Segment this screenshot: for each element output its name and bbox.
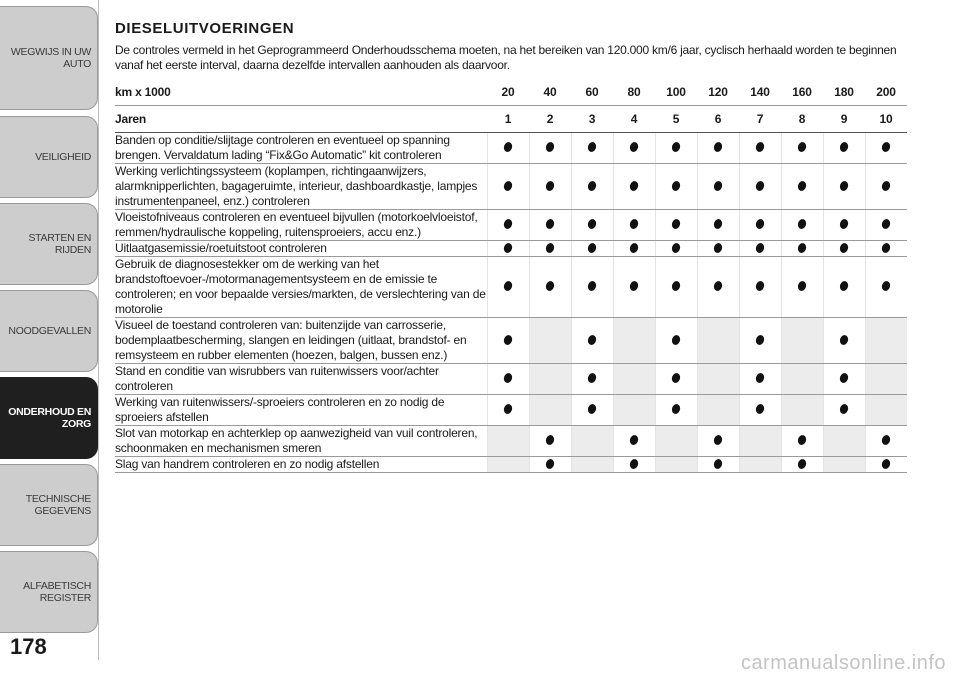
check-dot-icon xyxy=(503,242,514,254)
tab-label: WEGWIJS IN UW AUTO xyxy=(10,46,91,70)
check-cell xyxy=(823,395,865,426)
check-dot-icon xyxy=(713,218,724,230)
check-dot-icon xyxy=(755,242,766,254)
check-cell xyxy=(823,318,865,364)
check-cell xyxy=(487,395,529,426)
empty-cell xyxy=(865,364,907,395)
check-cell xyxy=(529,257,571,318)
table-row xyxy=(115,395,907,426)
check-dot-icon xyxy=(629,218,640,230)
check-dot-icon xyxy=(629,141,640,153)
task-description: Werking van ruitenwissers/-sproeiers controleren en zo nodig de sproeiers afstellen xyxy=(115,395,487,426)
table-row xyxy=(115,241,907,257)
check-dot-icon xyxy=(503,218,514,230)
check-dot-icon xyxy=(545,141,556,153)
task-description: Banden op conditie/slijtage controleren en eventueel op spanning brengen. Vervaldatum lading “Fix&Go Automatic” kit controleren xyxy=(115,133,487,164)
check-cell xyxy=(571,210,613,241)
tab-label: ONDERHOUD EN ZORG xyxy=(8,406,91,430)
check-cell xyxy=(487,364,529,395)
check-dot-icon xyxy=(797,141,808,153)
check-cell xyxy=(739,395,781,426)
km-value: 160 xyxy=(781,79,823,106)
check-dot-icon xyxy=(671,218,682,230)
check-dot-icon xyxy=(545,280,556,292)
check-dot-icon xyxy=(503,180,514,192)
check-dot-icon xyxy=(587,280,598,292)
check-dot-icon xyxy=(503,141,514,153)
page-number: 178 xyxy=(10,634,47,659)
table-row xyxy=(115,133,907,164)
check-cell xyxy=(697,457,739,473)
check-dot-icon xyxy=(671,403,682,415)
check-dot-icon xyxy=(545,434,556,446)
check-dot-icon xyxy=(587,403,598,415)
check-cell xyxy=(739,364,781,395)
year-value: 6 xyxy=(697,106,739,133)
check-cell xyxy=(487,164,529,210)
check-cell xyxy=(739,164,781,210)
check-dot-icon xyxy=(587,218,598,230)
check-dot-icon xyxy=(881,280,892,292)
empty-cell xyxy=(739,426,781,457)
table-row xyxy=(115,257,907,318)
check-dot-icon xyxy=(503,280,514,292)
check-cell xyxy=(487,241,529,257)
task-description: Vloeistofniveaus controleren en eventueel bijvullen (motorkoelvloeistof, remmen/hydraulische koppeling, ruitensproeiers, accu enz.) xyxy=(115,210,487,241)
check-cell xyxy=(781,241,823,257)
tab-wegwijs[interactable] xyxy=(0,6,98,110)
tab-starten-en-rijden[interactable] xyxy=(0,203,98,285)
check-cell xyxy=(781,164,823,210)
check-dot-icon xyxy=(545,218,556,230)
check-cell xyxy=(571,241,613,257)
years-label: Jaren xyxy=(115,106,487,133)
check-dot-icon xyxy=(671,280,682,292)
km-value: 100 xyxy=(655,79,697,106)
empty-cell xyxy=(487,426,529,457)
maintenance-schedule-table xyxy=(115,79,907,473)
years-header-row xyxy=(115,106,907,133)
tab-label: ALFABETISCH REGISTER xyxy=(23,580,91,604)
check-cell xyxy=(655,164,697,210)
check-cell xyxy=(529,241,571,257)
check-cell xyxy=(613,257,655,318)
check-cell xyxy=(655,318,697,364)
check-cell xyxy=(697,210,739,241)
table-row xyxy=(115,364,907,395)
check-cell xyxy=(571,257,613,318)
check-cell xyxy=(529,426,571,457)
empty-cell xyxy=(529,364,571,395)
km-value: 120 xyxy=(697,79,739,106)
check-cell xyxy=(487,210,529,241)
check-cell xyxy=(697,133,739,164)
check-dot-icon xyxy=(797,242,808,254)
km-header-row xyxy=(115,79,907,106)
check-dot-icon xyxy=(755,141,766,153)
check-cell xyxy=(823,241,865,257)
check-cell xyxy=(823,133,865,164)
check-cell xyxy=(655,364,697,395)
check-dot-icon xyxy=(755,334,766,346)
check-dot-icon xyxy=(755,403,766,415)
check-cell xyxy=(865,426,907,457)
check-cell xyxy=(781,426,823,457)
check-dot-icon xyxy=(881,242,892,254)
check-dot-icon xyxy=(587,242,598,254)
check-cell xyxy=(781,133,823,164)
task-description: Gebruik de diagnosestekker om de werking van het brandstoftoevoer-/motormanagementsysteem en de emissie te controleren; en voor bepaalde versies/markten, de verslechtering van de motorolie xyxy=(115,257,486,316)
km-value: 20 xyxy=(487,79,529,106)
check-cell xyxy=(697,241,739,257)
check-dot-icon xyxy=(881,218,892,230)
tab-label: VEILIGHEID xyxy=(35,151,91,163)
tab-noodgevallen[interactable] xyxy=(0,290,98,372)
check-dot-icon xyxy=(839,218,850,230)
check-cell xyxy=(487,133,529,164)
check-cell xyxy=(655,241,697,257)
check-cell xyxy=(529,164,571,210)
check-dot-icon xyxy=(797,434,808,446)
table-row xyxy=(115,318,907,364)
check-dot-icon xyxy=(545,242,556,254)
task-description: Visueel de toestand controleren van: buitenzijde van carrosserie, bodemplaatbescherming, slangen en leidingen (uitlaat, brandstof- en remsysteem en rubber elementen (hoezen, balgen, bussen enz.) xyxy=(115,318,487,364)
check-cell xyxy=(823,257,865,318)
check-cell xyxy=(571,133,613,164)
check-dot-icon xyxy=(797,280,808,292)
check-cell xyxy=(655,133,697,164)
table-row xyxy=(115,210,907,241)
empty-cell xyxy=(781,364,823,395)
km-label: km x 1000 xyxy=(115,79,487,106)
check-cell xyxy=(865,241,907,257)
check-dot-icon xyxy=(839,372,850,384)
check-cell xyxy=(529,210,571,241)
check-cell xyxy=(865,210,907,241)
check-cell xyxy=(823,164,865,210)
watermark: carmanualsonline.info xyxy=(740,652,946,674)
empty-cell xyxy=(487,457,529,473)
check-dot-icon xyxy=(671,180,682,192)
check-dot-icon xyxy=(713,141,724,153)
task-description: Werking verlichtingssysteem (koplampen, richtingaanwijzers, alarmknipperlichten, bagageruimte, interieur, dashboardkastje, lampjes instrumentenpaneel, enz.) controleren xyxy=(115,164,487,210)
year-value: 9 xyxy=(823,106,865,133)
check-dot-icon xyxy=(713,458,724,470)
year-value: 5 xyxy=(655,106,697,133)
check-dot-icon xyxy=(713,280,724,292)
tab-onderhoud-en-zorg[interactable] xyxy=(0,377,98,459)
check-cell xyxy=(697,164,739,210)
km-value: 140 xyxy=(739,79,781,106)
check-dot-icon xyxy=(503,334,514,346)
tab-label: TECHNISCHE GEGEVENS xyxy=(25,493,91,517)
empty-cell xyxy=(823,426,865,457)
tab-label: NOODGEVALLEN xyxy=(8,325,91,337)
check-cell xyxy=(865,164,907,210)
empty-cell xyxy=(571,457,613,473)
check-dot-icon xyxy=(671,242,682,254)
check-cell xyxy=(613,426,655,457)
year-value: 8 xyxy=(781,106,823,133)
year-value: 1 xyxy=(487,106,529,133)
empty-cell xyxy=(697,364,739,395)
check-dot-icon xyxy=(503,403,514,415)
check-dot-icon xyxy=(839,141,850,153)
check-dot-icon xyxy=(713,180,724,192)
check-cell xyxy=(529,457,571,473)
empty-cell xyxy=(697,395,739,426)
check-dot-icon xyxy=(629,280,640,292)
task-description: Slag van handrem controleren en zo nodig afstellen xyxy=(115,457,487,473)
check-cell xyxy=(697,426,739,457)
check-cell xyxy=(487,257,529,318)
check-dot-icon xyxy=(881,434,892,446)
check-dot-icon xyxy=(839,280,850,292)
tab-alfabetisch-register[interactable] xyxy=(0,551,98,633)
km-value: 200 xyxy=(865,79,907,106)
check-cell xyxy=(865,257,907,318)
check-dot-icon xyxy=(587,180,598,192)
km-value: 180 xyxy=(823,79,865,106)
check-dot-icon xyxy=(755,280,766,292)
empty-cell xyxy=(865,395,907,426)
check-dot-icon xyxy=(671,334,682,346)
check-cell xyxy=(865,133,907,164)
check-cell xyxy=(823,364,865,395)
check-dot-icon xyxy=(587,141,598,153)
chapter-sidebar xyxy=(0,0,100,640)
check-cell xyxy=(823,210,865,241)
check-cell xyxy=(571,364,613,395)
check-cell xyxy=(571,395,613,426)
check-dot-icon xyxy=(881,458,892,470)
task-description: Stand en conditie van wisrubbers van ruitenwissers voor/achter controleren xyxy=(115,364,487,395)
empty-cell xyxy=(613,364,655,395)
table-row xyxy=(115,426,907,457)
check-cell xyxy=(739,318,781,364)
schedule-body xyxy=(115,133,907,473)
check-cell xyxy=(571,164,613,210)
empty-cell xyxy=(571,426,613,457)
check-cell xyxy=(865,457,907,473)
check-dot-icon xyxy=(881,141,892,153)
empty-cell xyxy=(655,426,697,457)
check-dot-icon xyxy=(587,372,598,384)
year-value: 10 xyxy=(865,106,907,133)
intro-paragraph: De controles vermeld in het Geprogrammeerd Onderhoudsschema moeten, na het bereiken van 120.000 km/6 jaar, cyclisch herhaald worden te beginnen vanaf het eerste interval, daarna dezelfde intervallen aanhouden als daarvoor. xyxy=(115,43,897,72)
task-description: Uitlaatgasemissie/roetuitstoot controleren xyxy=(115,241,487,257)
check-cell xyxy=(613,241,655,257)
empty-cell xyxy=(823,457,865,473)
table-row xyxy=(115,164,907,210)
empty-cell xyxy=(529,318,571,364)
check-dot-icon xyxy=(713,434,724,446)
check-cell xyxy=(613,210,655,241)
year-value: 3 xyxy=(571,106,613,133)
check-cell xyxy=(655,395,697,426)
km-value: 40 xyxy=(529,79,571,106)
check-dot-icon xyxy=(671,141,682,153)
check-cell xyxy=(697,257,739,318)
task-description: Slot van motorkap en achterklep op aanwezigheid van vuil controleren, schoonmaken en mechanismen smeren xyxy=(115,426,487,457)
check-cell xyxy=(613,133,655,164)
check-dot-icon xyxy=(545,180,556,192)
check-dot-icon xyxy=(797,180,808,192)
check-dot-icon xyxy=(839,242,850,254)
empty-cell xyxy=(739,457,781,473)
km-value: 80 xyxy=(613,79,655,106)
check-cell xyxy=(739,210,781,241)
check-dot-icon xyxy=(839,334,850,346)
empty-cell xyxy=(613,318,655,364)
year-value: 4 xyxy=(613,106,655,133)
check-cell xyxy=(739,133,781,164)
empty-cell xyxy=(613,395,655,426)
check-cell xyxy=(781,257,823,318)
empty-cell xyxy=(865,318,907,364)
tab-technische-gegevens[interactable] xyxy=(0,464,98,546)
check-dot-icon xyxy=(755,218,766,230)
check-dot-icon xyxy=(839,180,850,192)
check-cell xyxy=(487,318,529,364)
check-cell xyxy=(739,241,781,257)
empty-cell xyxy=(781,318,823,364)
empty-cell xyxy=(697,318,739,364)
check-dot-icon xyxy=(839,403,850,415)
check-cell xyxy=(739,257,781,318)
empty-cell xyxy=(529,395,571,426)
check-cell xyxy=(571,318,613,364)
tab-label: STARTEN EN RIJDEN xyxy=(28,232,91,256)
year-value: 7 xyxy=(739,106,781,133)
sidebar-divider xyxy=(98,0,99,660)
check-dot-icon xyxy=(755,372,766,384)
empty-cell xyxy=(655,457,697,473)
check-dot-icon xyxy=(797,458,808,470)
check-cell xyxy=(613,457,655,473)
main-content xyxy=(115,20,907,473)
year-value: 2 xyxy=(529,106,571,133)
check-dot-icon xyxy=(881,180,892,192)
check-dot-icon xyxy=(629,180,640,192)
page-title: DIESELUITVOERINGEN xyxy=(115,20,295,37)
check-dot-icon xyxy=(545,458,556,470)
empty-cell xyxy=(781,395,823,426)
check-dot-icon xyxy=(671,372,682,384)
check-cell xyxy=(613,164,655,210)
km-value: 60 xyxy=(571,79,613,106)
check-dot-icon xyxy=(629,242,640,254)
check-dot-icon xyxy=(755,180,766,192)
check-dot-icon xyxy=(797,218,808,230)
check-cell xyxy=(655,257,697,318)
table-row xyxy=(115,457,907,473)
check-cell xyxy=(529,133,571,164)
check-dot-icon xyxy=(503,372,514,384)
check-cell xyxy=(655,210,697,241)
check-cell xyxy=(781,210,823,241)
check-cell xyxy=(781,457,823,473)
check-dot-icon xyxy=(629,458,640,470)
check-dot-icon xyxy=(629,434,640,446)
tab-veiligheid[interactable] xyxy=(0,116,98,198)
check-dot-icon xyxy=(713,242,724,254)
check-dot-icon xyxy=(587,334,598,346)
